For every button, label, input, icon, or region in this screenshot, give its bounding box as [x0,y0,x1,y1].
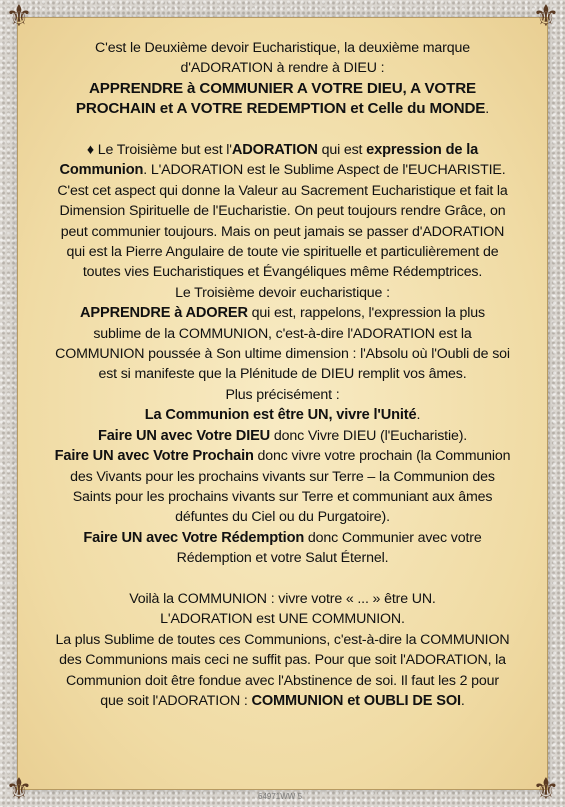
text-span: Faire UN avec Votre Rédemption [83,529,305,546]
text-span: que soit l'ADORATION : [100,692,252,709]
text-span: qui est la Pierre Angulaire de toute vie spirituelle et particulièrement de [66,244,499,261]
text-span: COMMUNION poussée à Son ultime dimension : l'Absolu où l'Oubli de soi [55,346,510,363]
text-span: . [416,407,421,424]
text-line [30,650,535,670]
text-span: Communion doit être fondue avec l'Abstinence de soi. Il faut les 2 pour [66,672,499,689]
text-span: Rédemption et votre Salut Éternel. [176,550,389,567]
text-line [30,140,535,160]
text-line [30,201,535,221]
text-line [30,467,535,487]
text-span: . [485,101,490,118]
text-span: qui est, rappelons, l'expression la plus [247,305,485,322]
text-line [30,283,535,303]
text-span: expression de la [366,142,479,159]
text-span: Saints pour les prochains vivants sur Terre et communiant aux âmes [72,488,493,505]
text-line [30,58,535,78]
text-span: est si manifeste que la Plénitude de DIEU remplit vos âmes. [98,366,467,383]
text-line [30,303,535,323]
text-span: Plus précisément : [225,386,340,403]
text-span: Dimension Spirituelle de l'Eucharistie. On peut toujours rendre Grâce, on [59,203,506,220]
text-line [30,446,535,466]
text-span: L'ADORATION est UNE COMMUNION. [160,611,405,628]
text-span: ♦ Le Troisième but est l' [86,142,232,159]
text-line [30,242,535,262]
text-span: ADORATION [231,142,318,159]
fleur-de-lis-icon: ⚜ [5,0,33,34]
text-line [30,528,535,548]
text-span: COMMUNION et OUBLI DE SOI [251,692,461,709]
text-line [30,609,535,629]
fleur-de-lis-icon: ⚜ [5,772,33,807]
text-span: . L'ADORATION est le Sublime Aspect de l'EUCHARISTIE. [143,162,506,179]
text-span: . [460,692,465,709]
text-span: donc Vivre DIEU (l'Eucharistie). [270,427,468,444]
fleur-de-lis-icon: ⚜ [532,0,560,34]
text-span: C'est cet aspect qui donne la Valeur au Sacrement Eucharistique et fait la [57,182,508,199]
text-span: La Communion est être UN, vivre l'Unité [144,407,417,424]
text-line [30,385,535,405]
text-span: PROCHAIN et A VOTRE REDEMPTION et Celle du MONDE [75,100,486,118]
text-span: Faire UN avec Votre Prochain [54,448,254,465]
text-line [30,671,535,691]
heading-line [30,99,535,119]
text-span: des Vivants pour les prochains vivants sur Terre – la Communion des [70,468,495,485]
text-line [30,181,535,201]
text-span: d'ADORATION à rendre à DIEU : [180,60,385,77]
text-line [30,630,535,650]
text-span: APPRENDRE à COMMUNIER A VOTRE DIEU, A VOTRE [88,79,477,97]
text-line [30,160,535,180]
heading-line [30,79,535,99]
text-line [30,344,535,364]
text-line [30,324,535,344]
fleur-de-lis-icon: ⚜ [532,772,560,807]
text-span: qui est [317,142,367,159]
text-line [30,364,535,384]
text-line [30,38,535,58]
text-line [30,426,535,446]
text-line [30,222,535,242]
text-span: toutes vies Eucharistiques et Évangéliques même Rédemptrices. [82,264,483,281]
document-text [30,38,535,711]
text-line [30,548,535,568]
text-line [30,691,535,711]
text-span: Faire UN avec Votre DIEU [97,427,271,444]
text-span: La plus Sublime de toutes ces Communions, c'est-à-dire la COMMUNION [55,631,510,648]
text-span: donc vivre votre prochain (la Communion [253,448,511,465]
text-span: Voilà la COMMUNION : vivre votre « ... » être UN. [129,590,436,607]
text-span: Communion [59,162,144,179]
text-span: Le Troisième devoir eucharistique : [175,284,390,301]
text-span: défuntes du Ciel ou du Purgatoire). [175,509,390,526]
text-line [30,487,535,507]
text-span: APPRENDRE à ADORER [80,305,248,322]
text-span: sublime de la COMMUNION, c'est-à-dire l'ADORATION est la [93,325,472,342]
text-line [30,405,535,425]
text-span: C'est le Deuxième devoir Eucharistique, la deuxième marque [95,40,470,56]
footer-code: 64971WW 5 [258,792,303,801]
text-span: des Communions mais ceci ne suffit pas. Pour que soit l'ADORATION, la [59,652,506,669]
text-span: donc Communier avec votre [304,529,482,546]
text-line [30,589,535,609]
text-line [30,507,535,527]
text-span: peut communier toujours. Mais on peut jamais se passer d'ADORATION [60,223,505,240]
text-line [30,262,535,282]
